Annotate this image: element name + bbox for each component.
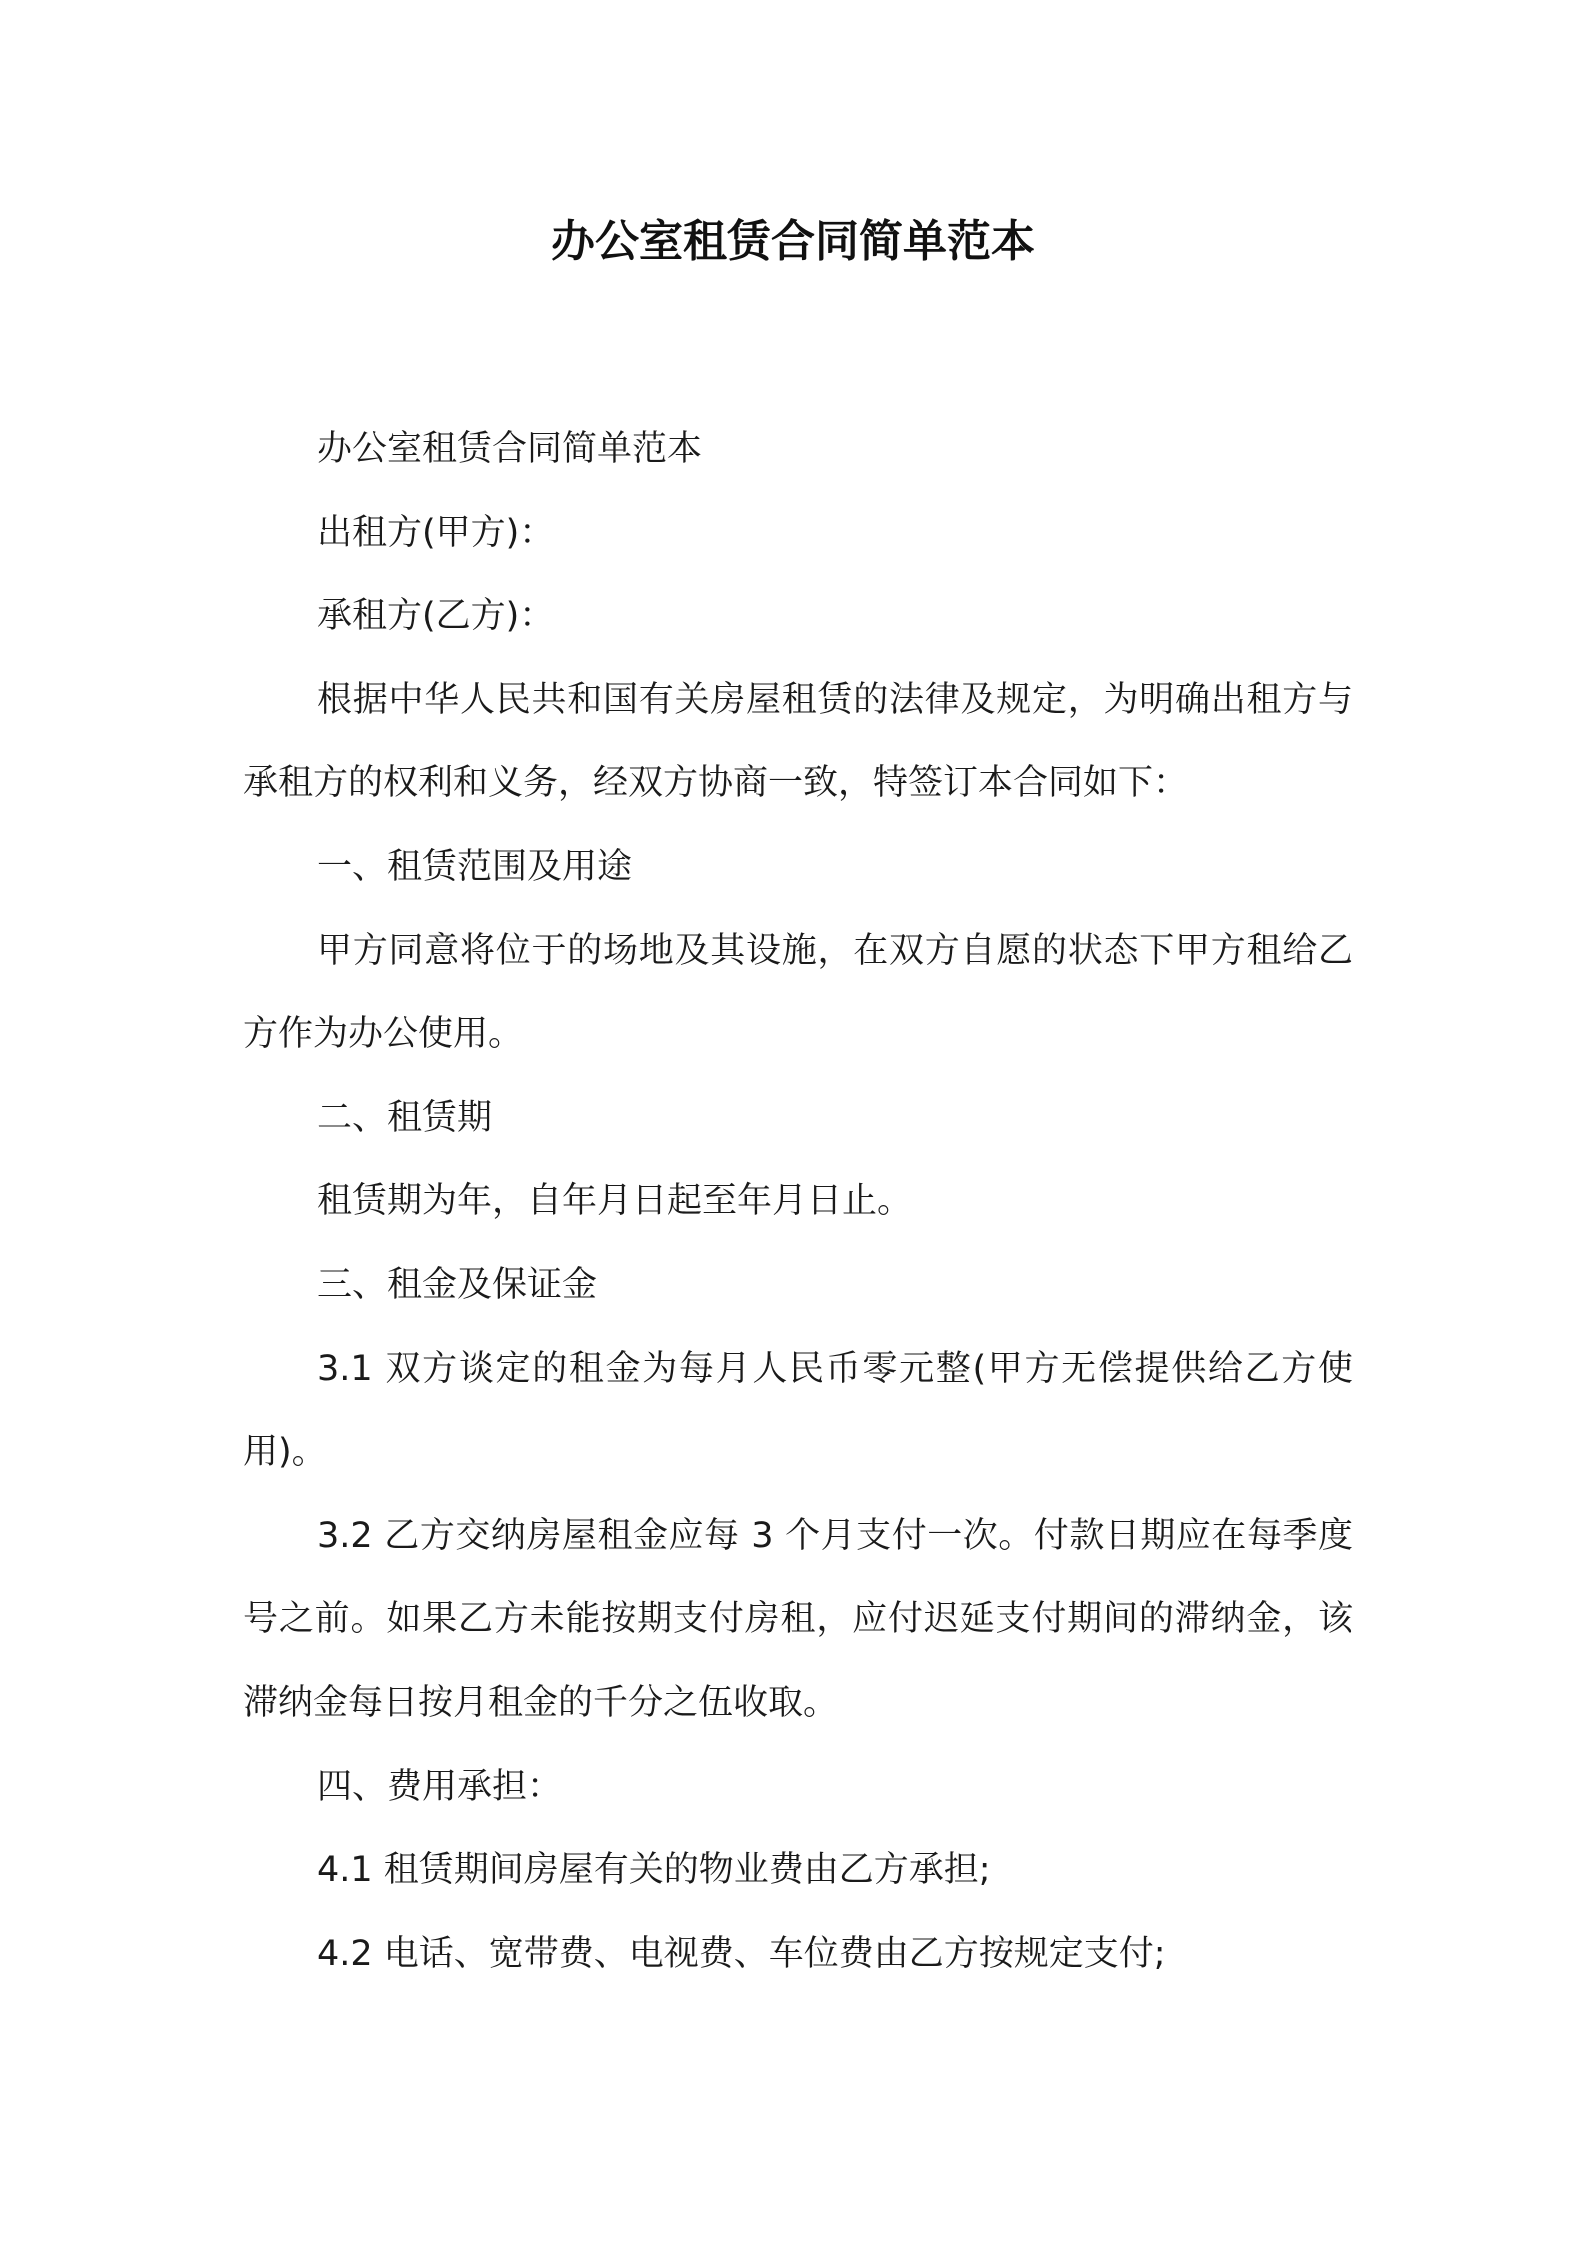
section-heading-scope: 一、租赁范围及用途 xyxy=(317,846,633,887)
clause-3-1: 3.1 双方谈定的租金为每月人民币零元整(甲方无偿提供给乙方使用)。 xyxy=(243,1348,1353,1473)
lessee-line: 承租方(乙方)： xyxy=(317,596,555,637)
clause-4-2: 4.2 电话、宽带费、电视费、车位费由乙方按规定支付; xyxy=(317,1933,1166,1974)
clause-3-2: 3.2 乙方交纳房屋租金应每 3 个月支付一次。付款日期应在每季度号之前。如果乙方未能按期支付房租，应付迟延支付期间的滞纳金，该滞纳金每日按月租金的千分之伍收取。 xyxy=(243,1515,1353,1723)
subtitle-line: 办公室租赁合同简单范本 xyxy=(317,429,703,469)
term-paragraph: 租赁期为年，自年月日起至年月日止。 xyxy=(317,1181,913,1222)
section-heading-costs: 四、费用承担： xyxy=(317,1766,563,1807)
preamble-paragraph: 根据中华人民共和国有关房屋租赁的法律及规定，为明确出租方与承租方的权利和义务，经双方协商一致，特签订本合同如下： xyxy=(243,679,1353,804)
section-heading-term: 二、租赁期 xyxy=(317,1097,493,1138)
section-heading-rent: 三、租金及保证金 xyxy=(317,1264,598,1305)
clause-4-1: 4.1 租赁期间房屋有关的物业费由乙方承担; xyxy=(317,1850,991,1891)
document-body xyxy=(243,408,1353,1996)
lessor-line: 出租方(甲方)： xyxy=(317,512,555,553)
document-title: 办公室租赁合同简单范本 xyxy=(551,216,1035,267)
scope-paragraph: 甲方同意将位于的场地及其设施，在双方自愿的状态下甲方租给乙方作为办公使用。 xyxy=(243,930,1353,1055)
